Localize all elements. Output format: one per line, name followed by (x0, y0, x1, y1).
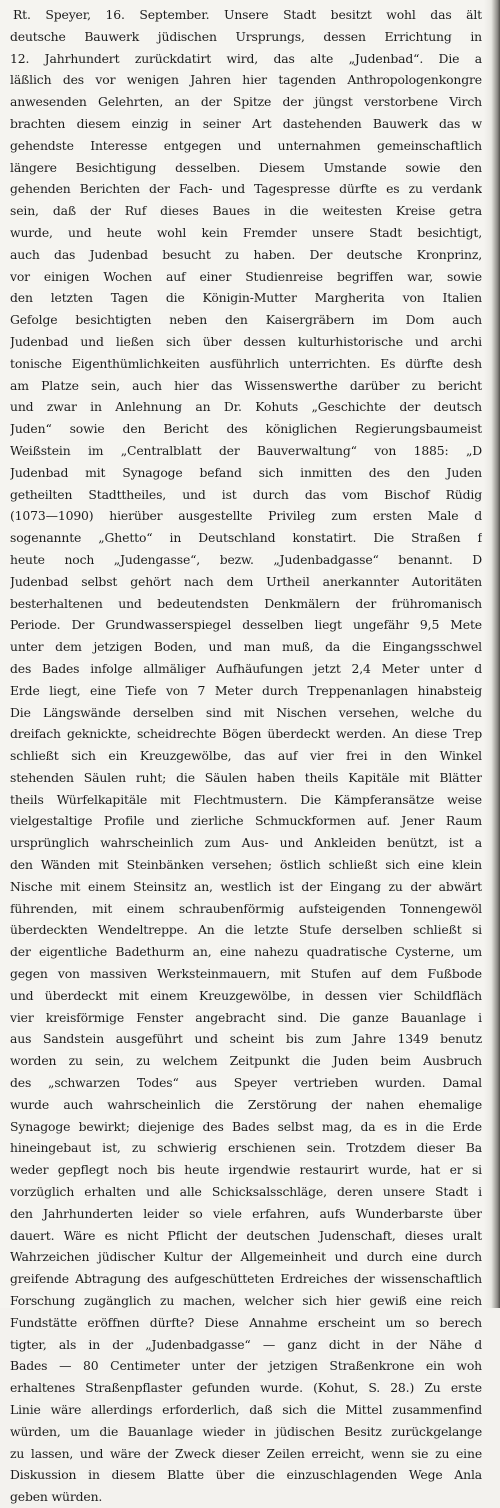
article-line: und zwar in Anlehnung an Dr. Kohuts „Geschichte der deutsch (10, 399, 482, 415)
article-line: theils Würfelkapitäle mit Flechtmustern. Die Kämpferansätze weise (10, 791, 482, 807)
article-line: wurde, und heute wohl kein Fremder unsere Stadt besichtigt, (10, 224, 482, 240)
article-line: tigter, als in der „Judenbadgasse“ — ganz dicht in der Nähe d (10, 1336, 482, 1352)
article-line: getheilten Stadttheiles, und ist durch das vom Bischof Rüdig (10, 486, 482, 502)
article-line: heute noch „Judengasse“, bezw. „Judenbadgasse“ benannt. D (10, 551, 482, 567)
article-line: Weißstein im „Centralblatt der Bauverwaltung“ von 1885: „D (10, 442, 482, 458)
article-line: Diskussion in diesem Blatte über die einzuschlagenden Wege Anla (10, 1467, 482, 1483)
page-edge-shadow (484, 0, 500, 1308)
article-line: greifende Abtragung des aufgeschütteten Erdreiches der wissenschaftlich (10, 1271, 482, 1287)
article-line: sein, daß der Ruf dieses Baues in die weitesten Kreise getra (10, 203, 482, 219)
article-line: vier kreisförmige Fenster angebracht sind. Die ganze Bauanlage i (10, 1009, 482, 1025)
article-line: vor einigen Wochen auf einer Studienreise begriffen war, sowie (10, 268, 482, 284)
article-line: am Platze sein, auch hier das Wissenswerthe darüber zu bericht (10, 377, 482, 393)
article-line: tonische Eigenthümlichkeiten ausführlich unterrichten. Es dürfte desh (10, 355, 482, 371)
article-line: Synagoge bewirkt; diejenige des Bades selbst mag, da es in die Erde (10, 1118, 482, 1134)
article-line: Bades — 80 Centimeter unter der jetzigen Straßenkrone ein woh (10, 1358, 482, 1374)
article-line: auch das Judenbad besucht zu haben. Der deutsche Kronprinz, (10, 246, 482, 262)
article-line: Nische mit einem Steinsitz an, westlich ist der Eingang zu der abwärt (10, 878, 482, 894)
article-line: den letzten Tagen die Königin-Mutter Margherita von Italien (10, 290, 482, 306)
article-line: und überdeckt mit einem Kreuzgewölbe, in dessen vier Schildfläch (10, 987, 482, 1003)
article-line: schließt sich ein Kreuzgewölbe, das auf vier frei in den Winkel (10, 748, 482, 764)
article-line: Judenbad selbst gehört nach dem Urtheil anerkannter Autoritäten (10, 573, 482, 589)
article-line: den Jahrhunderten leider so viele erfahren, aufs Wunderbarste über (10, 1205, 482, 1221)
article-line: erhaltenes Straßenpflaster gefunden wurde. (Kohut, S. 28.) Zu erste (10, 1380, 482, 1396)
article-line: ursprünglich wahrscheinlich zum Aus- und Ankleiden benützt, ist a (10, 835, 482, 851)
article-line: geben würden. (10, 1489, 103, 1505)
article-line: brachten diesem einzig in seiner Art dastehenden Bauwerk das w (10, 115, 482, 131)
article-line: Gefolge besichtigten neben den Kaisergräbern im Dom auch (10, 312, 482, 328)
article-line: gehendste Interesse entgegen und unternahmen gemeinschaftlich (10, 137, 482, 153)
article-line: führenden, mit einem schraubenförmig aufsteigenden Tonnengewöl (10, 900, 482, 916)
article-line: Juden“ sowie den Bericht des königlichen Regierungsbaumeist (10, 421, 482, 437)
article-line: Die Längswände derselben sind mit Nischen versehen, welche du (10, 704, 482, 720)
article-line: des Bades infolge allmäliger Aufhäufungen jetzt 2,4 Meter unter d (10, 660, 482, 676)
article-line: hineingebaut ist, zu schwierig erschienen sein. Trotzdem dieser Ba (10, 1140, 482, 1156)
article-line: Linie wäre allerdings erforderlich, daß sich die Mittel zusammenfind (10, 1402, 482, 1417)
article-line: gehenden Berichten der Fach- und Tagespresse dürfte es zu verdank (10, 181, 482, 197)
article-line: weder gepflegt noch bis heute irgendwie restaurirt wurde, hat er si (10, 1162, 482, 1178)
article-line: würden, um die Bauanlage wieder in jüdischen Besitz zurückgelange (10, 1423, 482, 1439)
article-line: Fundstätte eröffnen dürfte? Diese Annahme erscheint um so berech (10, 1314, 482, 1330)
article-line: unter dem jetzigen Boden, und man muß, da die Eingangsschwel (10, 639, 482, 655)
article-line: längere Besichtigung desselben. Diesem Umstande sowie den (10, 159, 482, 175)
article-line: dauert. Wäre es nicht Pflicht der deutschen Judenschaft, dieses uralt (10, 1227, 482, 1243)
article-line: wurde auch wahrscheinlich die Zerstörung der nahen ehemalige (10, 1096, 482, 1112)
article-line: Judenbad mit Synagoge befand sich inmitten des den Juden (10, 464, 482, 480)
article-line: (1073—1090) hierüber ausgestellte Privileg zum ersten Male d (10, 508, 482, 524)
article-line: worden zu sein, zu welchem Zeitpunkt die Juden beim Ausbruch (10, 1053, 482, 1069)
article-line: des „schwarzen Todes“ aus Speyer vertrieben wurden. Damal (10, 1075, 482, 1091)
article-line: sogenannte „Ghetto“ in Deutschland konstatirt. Die Straßen f (10, 530, 482, 546)
article-line: anwesenden Gelehrten, an der Spitze der jüngst verstorbene Virch (10, 94, 482, 110)
article-line: Wahrzeichen jüdischer Kultur der Allgemeinheit und durch eine durch (10, 1249, 482, 1265)
article-line: Judenbad und ließen sich über dessen kulturhistorische und archi (10, 333, 482, 349)
article-column (10, 4, 482, 1508)
article-line: aus Sandstein ausgeführt und scheint bis zum Jahre 1349 benutz (10, 1031, 482, 1047)
article-line: zu lassen, und wäre der Zweck dieser Zeilen erreicht, wenn sie zu eine (10, 1445, 482, 1461)
article-line: deutsche Bauwerk jüdischen Ursprungs, dessen Errichtung in (10, 28, 482, 44)
article-line: überdeckten Wendeltreppe. An die letzte Stufe derselben schließt si (10, 922, 482, 938)
article-line: der eigentliche Badethurm an, eine nahezu quadratische Cysterne, um (10, 944, 482, 960)
article-line: gegen von massiven Werksteinmauern, mit Stufen auf dem Fußbode (10, 966, 482, 982)
article-line: stehenden Säulen ruht; die Säulen haben theils Kapitäle mit Blätter (10, 769, 482, 785)
article-line: dreifach geknickte, scheidrechte Bögen überdeckt werden. An diese Trep (10, 726, 482, 742)
article-line: Rt. Speyer, 16. September. Unsere Stadt besitzt wohl das ält (13, 7, 482, 22)
article-line: läßlich des vor wenigen Jahren hier tagenden Anthropologenkongre (10, 72, 482, 88)
article-line: Erde liegt, eine Tiefe von 7 Meter durch Treppenanlagen hinabsteig (10, 682, 482, 698)
article-line: Periode. Der Grundwasserspiegel desselben liegt ungefähr 9,5 Mete (10, 617, 482, 633)
article-line: den Wänden mit Steinbänken versehen; östlich schließt sich eine klein (10, 857, 482, 873)
article-line: vorzüglich erhalten und alle Schicksalsschläge, deren unsere Stadt i (10, 1184, 482, 1200)
article-line: vielgestaltige Profile und zierliche Schmuckformen auf. Jener Raum (10, 813, 482, 829)
article-line: 12. Jahrhundert zurückdatirt wird, das alte „Judenbad“. Die a (10, 50, 482, 66)
article-line: besterhaltenen und bedeutendsten Denkmälern der frühromanisch (10, 595, 482, 611)
article-line: Forschung zugänglich zu machen, welcher sich hier gewiß eine reich (10, 1293, 482, 1309)
